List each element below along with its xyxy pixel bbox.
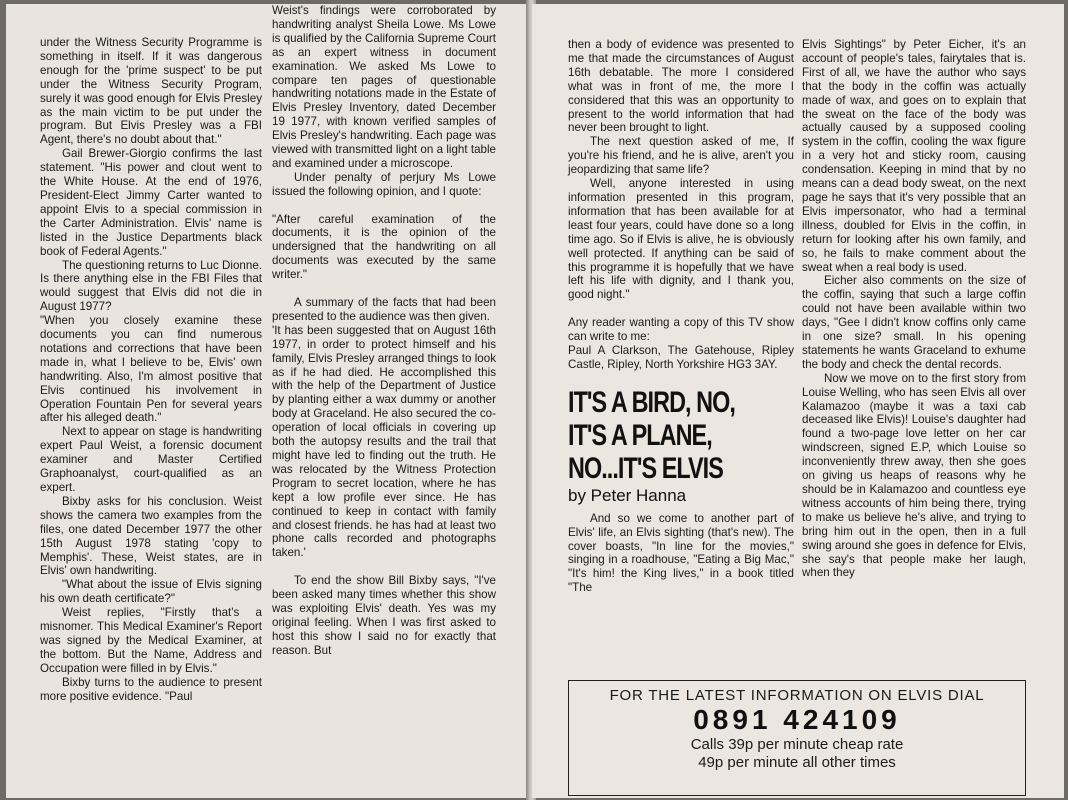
left-page (6, 4, 528, 798)
paragraph: under the Witness Security Programme is something in itself. If it was dangerous enough for the 'prime suspect' to be put under the Witness Security Program, surely it was good enough for Elvis Presley as the main victim to be put under the program. But Elvis Presley was a FBI Agent, there's no doubt about that." (40, 36, 262, 147)
right-page (532, 4, 1064, 798)
left-column-2 (272, 4, 496, 658)
hotline-heading: FOR THE LATEST INFORMATION ON ELVIS DIAL (609, 687, 985, 704)
right-column-1 (568, 38, 794, 595)
paragraph: To end the show Bill Bixby says, "I've been asked many times whether this show was exploiting Elvis' death. Yes was my original feeling. When I was first asked to host this show I said no for exactly that reason. But (272, 574, 496, 657)
paragraph: The questioning returns to Luc Dionne. Is there anything else in the FBI Files that would suggest that Elvis did not die in August 1977? (40, 258, 262, 314)
elvis-hotline-box (568, 680, 1026, 796)
paragraph: Bixby asks for his conclusion. Weist shows the camera two examples from the files, one dated December 1977 the other 15th August 1978 stating 'copy to Memphis'. These, Weist states, are in Elvis' own handwriting. (40, 494, 262, 578)
right-column-2 (802, 38, 1026, 580)
paragraph: Eicher also comments on the size of the coffin, saying that such a large coffin could not have been available within two days, "Gee I didn't know coffins only came in one size? small. In his opening statements he wants Graceland to exhume the body and check the dental records. (802, 274, 1026, 371)
paragraph: Bixby turns to the audience to present more positive evidence. "Paul (40, 675, 262, 703)
paragraph: A summary of the facts that had been presented to the audience was then given. (272, 296, 496, 323)
paragraph: Under penalty of perjury Ms Lowe issued the following opinion, and I quote: (272, 170, 496, 198)
paragraph: Weist's findings were corroborated by handwriting analyst Sheila Lowe. Ms Lowe is qualified by the California Supreme Court as an expert witness in document examination. We asked Ms Lowe to compare ten pages of questionable handwriting notations made in the Estate of Elvis Presley Inventory, dated December 19 1977, with known verified samples of Elvis Presley's handwriting. Each page was viewed with transmitted light on a light table and examined under a microscope. (272, 4, 496, 170)
headline-text (568, 386, 794, 485)
article-byline: by Peter Hanna (568, 485, 687, 505)
paragraph: Weist replies, "Firstly that's a misnomer. This Medical Examiner's Report was signed by the Medical Examiner, at the bottom. But the Name, Address and Occupation were filled in by Elvis." (40, 606, 262, 675)
headline-line-3: NO...IT'S ELVIS (568, 451, 723, 485)
headline-line-1: IT'S A BIRD, NO, (568, 385, 735, 419)
right-column-1-top (568, 38, 794, 372)
paragraph: Next to appear on stage is handwriting expert Paul Weist, a forensic document examiner and Master Certified Graphoanalyst, court-qualified as an expert. (40, 425, 262, 494)
paragraph: And so we come to another part of Elvis' life, an Elvis sighting (that's new). The cover boasts, "In line for the movies," singing in a roadhouse, "Eating a Big Mac," "It's him! the King lives," in a book titled "The (568, 511, 794, 595)
paragraph: Now we move on to the first story from Louise Welling, who has seen Elvis all over Kalamazoo (maybe it was a taxi cab deceased like Elvis)! Louise's daughter had found a two-page love letter on her car windscreen, signed E.P, which Louise so inconveniently threw away, then she goes on giving us heaps of reasons why he should be in Kalamazoo and countless eye witness accounts of him being there, trying to make us believe he's alive, and trying to bring him out in the open, then in a full swing around she goes in defence for Elvis, she say's that people make her laugh, when they (802, 371, 1026, 580)
paragraph: The next question asked of me, If you're his friend, and he is alive, aren't you jeopardizing that same life? (568, 135, 794, 177)
right-column-1-bottom (568, 512, 794, 595)
article-headline (568, 385, 794, 485)
left-column-1 (40, 36, 262, 704)
hotline-cheap-rate: Calls 39p per minute cheap rate (690, 736, 904, 753)
paragraph: 'It has been suggested that on August 16th 1977, in order to protect himself and his family, Elvis Presley arranged things to look as if he had died. He accomplished this with the help of the Department of Justice by planting either a wax dummy or another body at Graceland. He also secured the co-operation of local officials in covering up both the autopsy results and the trail that might have led to finding out the truth. He was relocated by the Witness Protection Program to secret location, where he has kept a low profile ever since. He has continued to keep in contact with family and closest friends. he has had at least two phone calls recorded and photographs taken.' (272, 323, 496, 560)
paragraph: "When you closely examine these documents you can find numerous notations and corrections that have been made in, what I believe to be, Elvis' own handwriting. Also, I'm almost positive that Elvis continued his involvement in Operation Fountain Pen for several years after his alleged death." (40, 314, 262, 425)
hotline-other-rate: 49p per minute all other times (698, 754, 896, 771)
paragraph: Gail Brewer-Giorgio confirms the last statement. "His power and clout went to the White House. At the end of 1976, President-Elect Jimmy Carter wanted to appoint Elvis to a special commission in the Carter Administration. Elvis' name is listed in the Justice Departments black book of Federal Agents." (40, 147, 262, 258)
paragraph: Any reader wanting a copy of this TV show can write to me: (568, 316, 794, 344)
hotline-number: 0891 424109 (693, 704, 901, 735)
paragraph: "After careful examination of the documents, it is the opinion of the undersigned that the handwriting on all documents was executed by the same writer." (272, 212, 496, 282)
paragraph: "What about the issue of Elvis signing his own death certificate?" (40, 578, 262, 606)
headline-line-2: IT'S A PLANE, (568, 418, 712, 452)
paragraph: Paul A Clarkson, The Gatehouse, Ripley Castle, Ripley, North Yorkshire HG3 3AY. (568, 343, 794, 371)
paragraph: then a body of evidence was presented to me that made the circumstances of August 16th debatable. The more I considered what was in front of me, the more I considered that this was an opportunity to present to the world information that had never been brought to light. (568, 38, 794, 135)
paragraph: Elvis Sightings" by Peter Eicher, it's an account of people's tales, fairytales that is. First of all, we have the author who says that the body in the coffin was actually made of wax, and goes on to explain that the sweat on the face of the body was actually caused by a supposed cooling system in the coffin, cooling the wax figure in a very hot and sticky room, causing condensation. Keeping in mind that by no means can a dead body sweat, on the next page he says that it's very possible that an Elvis impersonator, who had a terminal illness, doubled for Elvis in the coffin, in return for looking after his own family, and so, he fails to make comment about the sweat when a real body is used. (802, 38, 1026, 274)
paragraph: Well, anyone interested in using information presented in this program, information that has been available for at least four years, could have done so a long time ago. So if Elvis is alive, he is obviously well protected. If anything can be said of this programme it is hopefully that we have left his life with dignity, and I thank you, good night." (568, 177, 794, 302)
